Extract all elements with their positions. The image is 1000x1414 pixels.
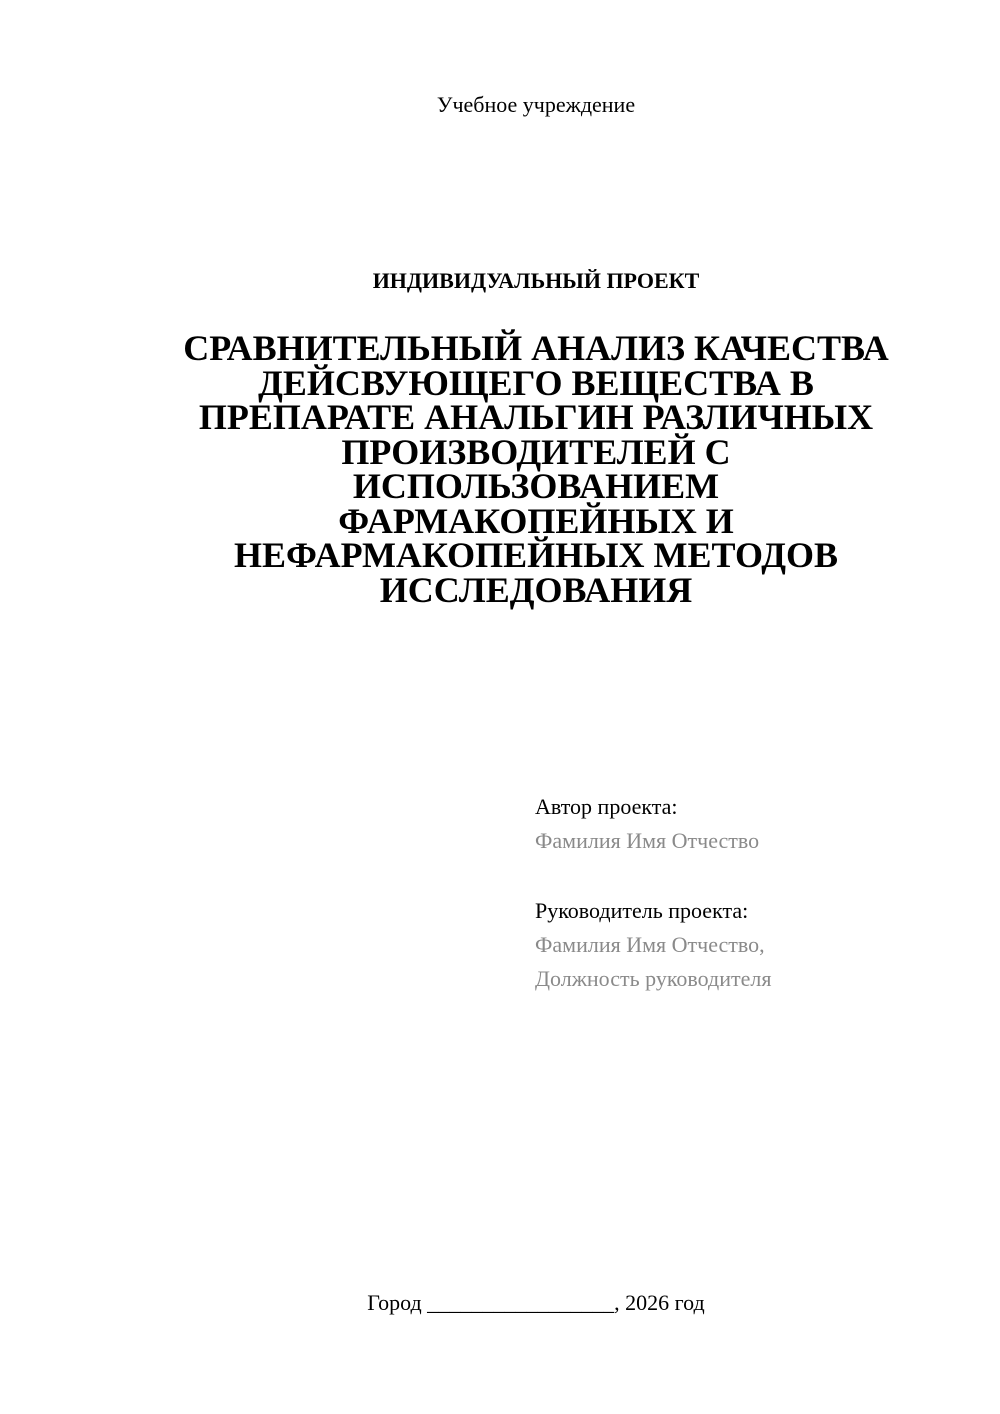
project-title-line: ИССЛЕДОВАНИЯ (379, 569, 693, 610)
project-title-line: ФАРМАКОПЕЙНЫХ И (338, 500, 734, 541)
project-people-block (535, 790, 955, 996)
institution-name: Учебное учреждение (436, 92, 636, 117)
supervisor-position: Должность руководителя (535, 966, 772, 991)
project-title-line: ПРЕПАРАТЕ АНАЛЬГИН РАЗЛИЧНЫХ (198, 397, 874, 437)
project-title-line: ПРОИЗВОДИТЕЛЕЙ С (341, 431, 731, 472)
author-label: Автор проекта: (535, 794, 678, 819)
project-title-line: ДЕЙСВУЮЩЕГО ВЕЩЕСТВА В (258, 362, 814, 403)
supervisor-label: Руководитель проекта: (535, 898, 749, 923)
project-title-line: ИСПОЛЬЗОВАНИЕМ (352, 466, 720, 506)
city-year-line: Город _________________, 2026 год (367, 1290, 705, 1315)
spacer (535, 858, 955, 894)
project-title (150, 328, 922, 610)
project-type-heading: ИНДИВИДУАЛЬНЫЙ ПРОЕКТ (372, 268, 700, 293)
supervisor-name: Фамилия Имя Отчество, (535, 932, 765, 957)
author-name: Фамилия Имя Отчество (535, 828, 760, 853)
project-title-line: НЕФАРМАКОПЕЙНЫХ МЕТОДОВ (233, 535, 839, 575)
project-title-line: СРАВНИТЕЛЬНЫЙ АНАЛИЗ КАЧЕСТВА (183, 328, 889, 368)
